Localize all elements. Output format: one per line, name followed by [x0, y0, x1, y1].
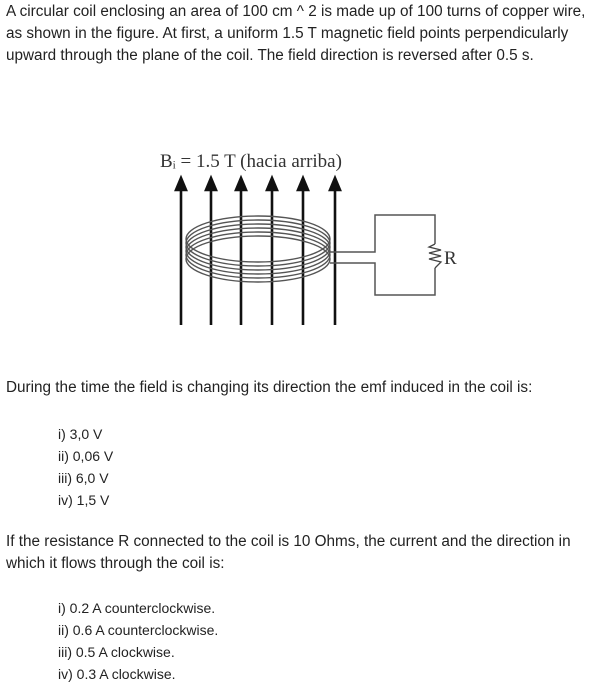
option: iii) 0.5 A clockwise.: [58, 644, 175, 660]
question1-prompt: During the time the field is changing its direction the emf induced in the coil is:: [6, 379, 533, 396]
option: iii) 6,0 V: [58, 470, 109, 486]
coil-icon: [186, 216, 330, 282]
question1-options: [58, 423, 113, 511]
field-label: Bᵢ = 1.5 T (hacia arriba): [160, 151, 342, 172]
option: ii) 0,06 V: [58, 448, 114, 464]
option: ii) 0.6 A counterclockwise.: [58, 622, 219, 638]
field-arrow-icon: [176, 178, 340, 325]
option: i) 3,0 V: [58, 426, 103, 442]
coil-figure: [150, 140, 470, 340]
problem-intro: A circular coil enclosing an area of 100 cm ^ 2 is made up of 100 turns of copper wire, as shown in the figure. At first, a uniform 1.5 T magnetic field points perpendicularly upward through the plane of the coil. The field direction is reversed after 0.5 s.: [6, 3, 586, 64]
question2-options: [58, 597, 218, 685]
circuit-wire: [330, 215, 435, 295]
option: i) 0.2 A counterclockwise.: [58, 600, 216, 616]
resistor-icon: [429, 244, 441, 268]
option: iv) 1,5 V: [58, 492, 110, 508]
question2-prompt: If the resistance R connected to the coil is 10 Ohms, the current and the direction in which it flows through the coil is:: [6, 533, 571, 572]
resistor-label: R: [444, 248, 457, 269]
coil-diagram: [150, 140, 470, 340]
option: iv) 0.3 A clockwise.: [58, 666, 176, 682]
